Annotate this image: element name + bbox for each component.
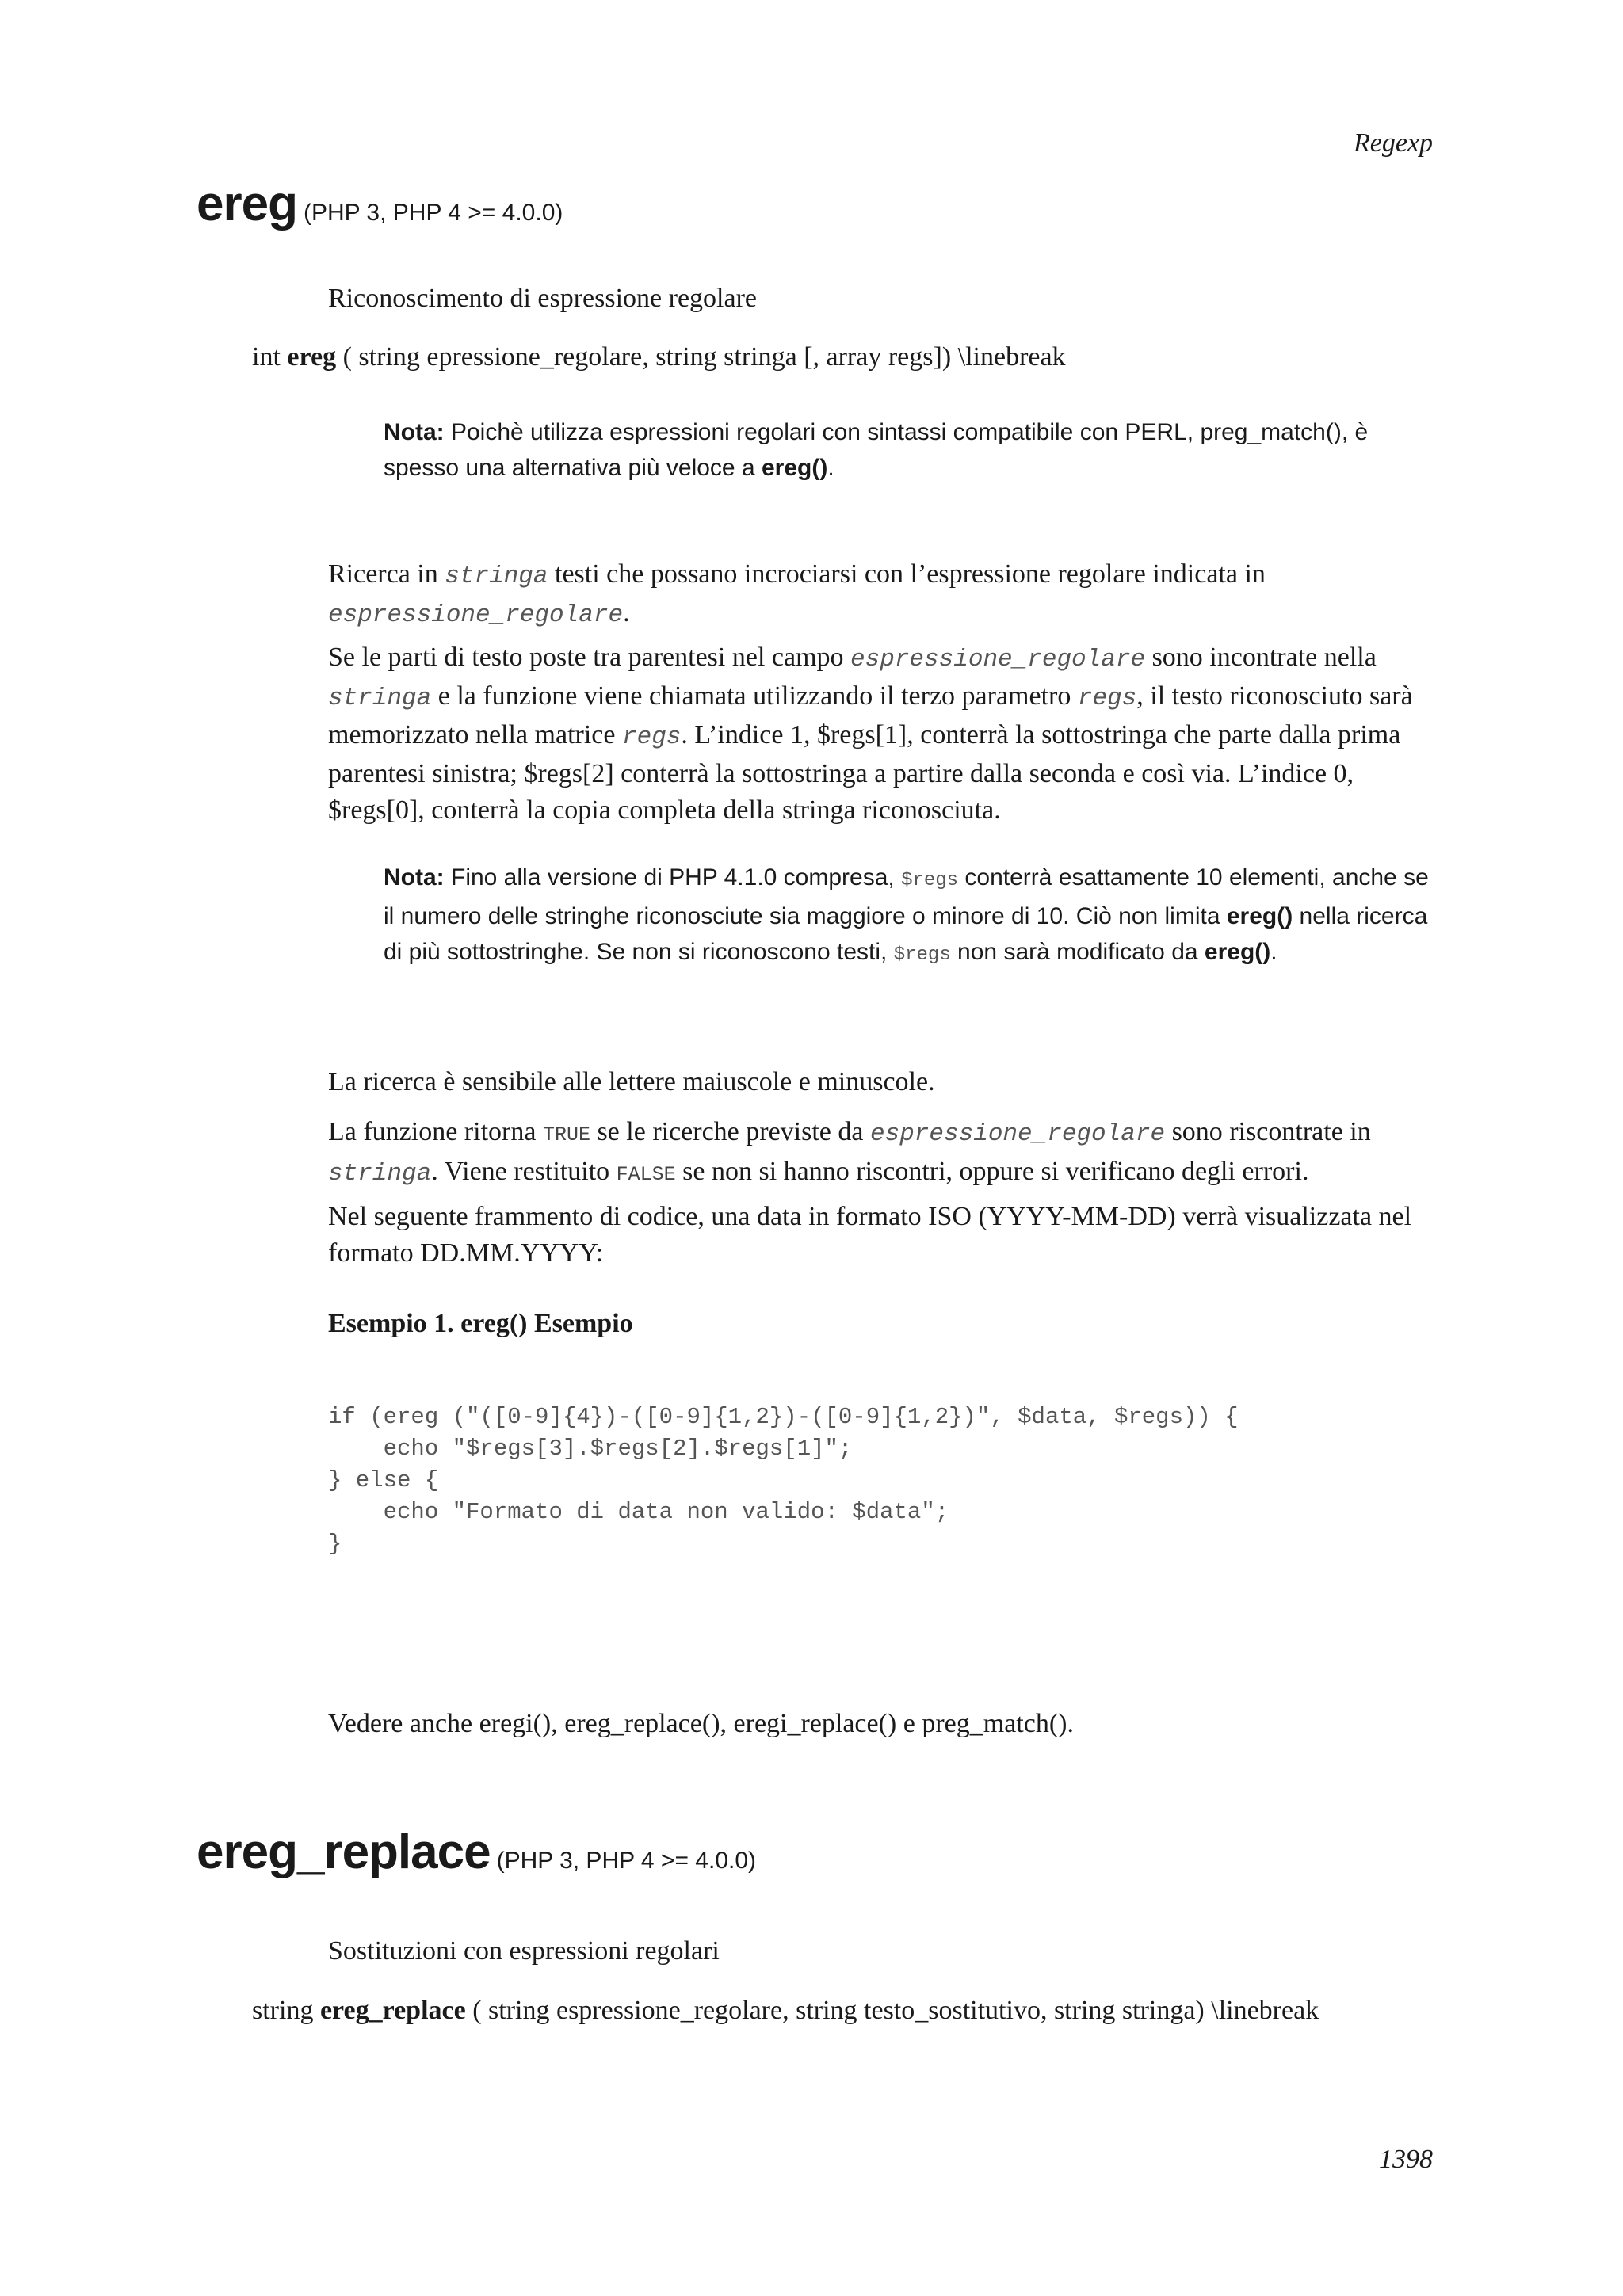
text-run: sono incontrate nella [1145,643,1377,672]
text-run: Fino alla versione di PHP 4.1.0 compresa, [444,864,902,891]
text-run: se non si hanno riscontri, oppure si verificano degli errori. [675,1157,1309,1186]
synopsis-function-name: ereg [287,342,337,372]
ereg-heading [197,176,563,232]
code-variable: $regs [901,870,959,891]
text-run: e la funzione viene chiamata utilizzando il terzo parametro [431,681,1078,711]
synopsis-params: ( string espressione_regolare, string testo_sostitutivo, string stringa) \linebreak [465,1996,1319,2025]
text-run: . L’indice 1, $regs[1], conterrà la sottostringa che parte dalla prima parentesi sinistra; $regs[2] conterrà la sottostringa a partire dalla seconda e così via. L’indice 0, $regs[0], conterrà la copia completa della stringa riconosciuta. [328,720,1401,825]
code-example: if (ereg ("([0-9]{4})-([0-9]{1,2})-([0-9]{1,2})", $data, $regs)) { echo "$regs[3].$regs[2].$regs[1]"; } else { echo "Formato di data non valido: $data"; } [328,1404,1239,1557]
parameter-name: stringa [328,685,432,712]
text-run: . [1270,939,1277,965]
function-reference: ereg() [1204,939,1271,965]
parameter-name: regs [1077,685,1137,712]
code-variable: $regs [893,944,951,966]
text-run: Ricerca in [328,559,445,589]
text-run: se le ricerche previste da [590,1117,870,1146]
parameter-name: stringa [328,1160,432,1188]
return-type: int [252,342,281,372]
text-run: testi che possano incrociarsi con l’espressione regolare indicata in [548,559,1266,589]
text-run: La funzione ritorna [328,1117,543,1146]
function-purpose: Sostituzioni con espressioni regolari [328,1936,720,1966]
text-run: . [623,598,630,627]
function-name: ereg [197,177,297,231]
function-synopsis [252,342,1066,372]
text-run: , il testo riconosciuto sarà memorizzato nella matrice [328,681,1413,749]
note-text: Poichè utilizza espressioni regolari con sintassi compatibile con PERL, preg_match(), è spesso una alternativa più veloce a [384,419,1369,481]
php-version: (PHP 3, PHP 4 >= 4.0.0) [496,1848,757,1874]
paragraph-description [328,556,1438,634]
note-end: . [827,455,834,481]
text-run: non sarà modificato da [950,939,1205,965]
see-also: Vedere anche eregi(), ereg_replace(), eregi_replace() e preg_match(). [328,1709,1074,1738]
ereg-replace-heading [197,1824,756,1880]
note-label: Nota: [384,419,445,445]
parameter-name: espressione_regolare [328,601,624,629]
paragraph-return-value [328,1114,1438,1193]
function-reference: ereg() [1226,903,1293,929]
function-reference: ereg() [761,455,828,481]
parameter-name: regs [621,723,682,751]
constant-name: FALSE [616,1163,676,1186]
synopsis-params: ( string epressione_regolare, string stringa [, array regs]) \linebreak [336,342,1066,372]
note-regs-count [384,860,1438,973]
text-run: Se le parti di testo poste tra parentesi nel campo [328,643,851,672]
parameter-name: stringa [445,563,548,590]
paragraph-case-sensitive: La ricerca è sensibile alle lettere maiuscole e minuscole. [328,1067,935,1097]
return-type: string [252,1996,314,2025]
php-version: (PHP 3, PHP 4 >= 4.0.0) [303,200,563,226]
note-label: Nota: [384,864,445,891]
note-performance [384,414,1438,486]
constant-name: TRUE [542,1123,590,1146]
text-run: conterrà esattamente 10 elementi, anche se il numero delle stringhe riconosciute sia maggiore o minore di 10. Ciò non limita [384,864,1429,929]
example-title: Esempio 1. ereg() Esempio [328,1309,633,1338]
paragraph-regs [328,639,1438,829]
text-run: . Viene restituito [431,1157,617,1186]
text-run: sono riscontrate in [1165,1117,1371,1146]
text-run: nella ricerca di più sottostringhe. Se non si riconoscono testi, [384,903,1428,965]
synopsis-function-name: ereg_replace [319,1996,466,2025]
parameter-name: espressione_regolare [870,1120,1166,1148]
paragraph-example-intro: Nel seguente frammento di codice, una data in formato ISO (YYYY-MM-DD) verrà visualizzata nel formato DD.MM.YYYY: [328,1202,1412,1268]
function-purpose: Riconoscimento di espressione regolare [328,284,758,313]
running-header: Regexp [1353,128,1433,158]
page-number: 1398 [1379,2145,1433,2174]
function-name: ereg_replace [197,1825,491,1879]
parameter-name: espressione_regolare [850,646,1146,673]
function-synopsis [252,1996,1319,2026]
